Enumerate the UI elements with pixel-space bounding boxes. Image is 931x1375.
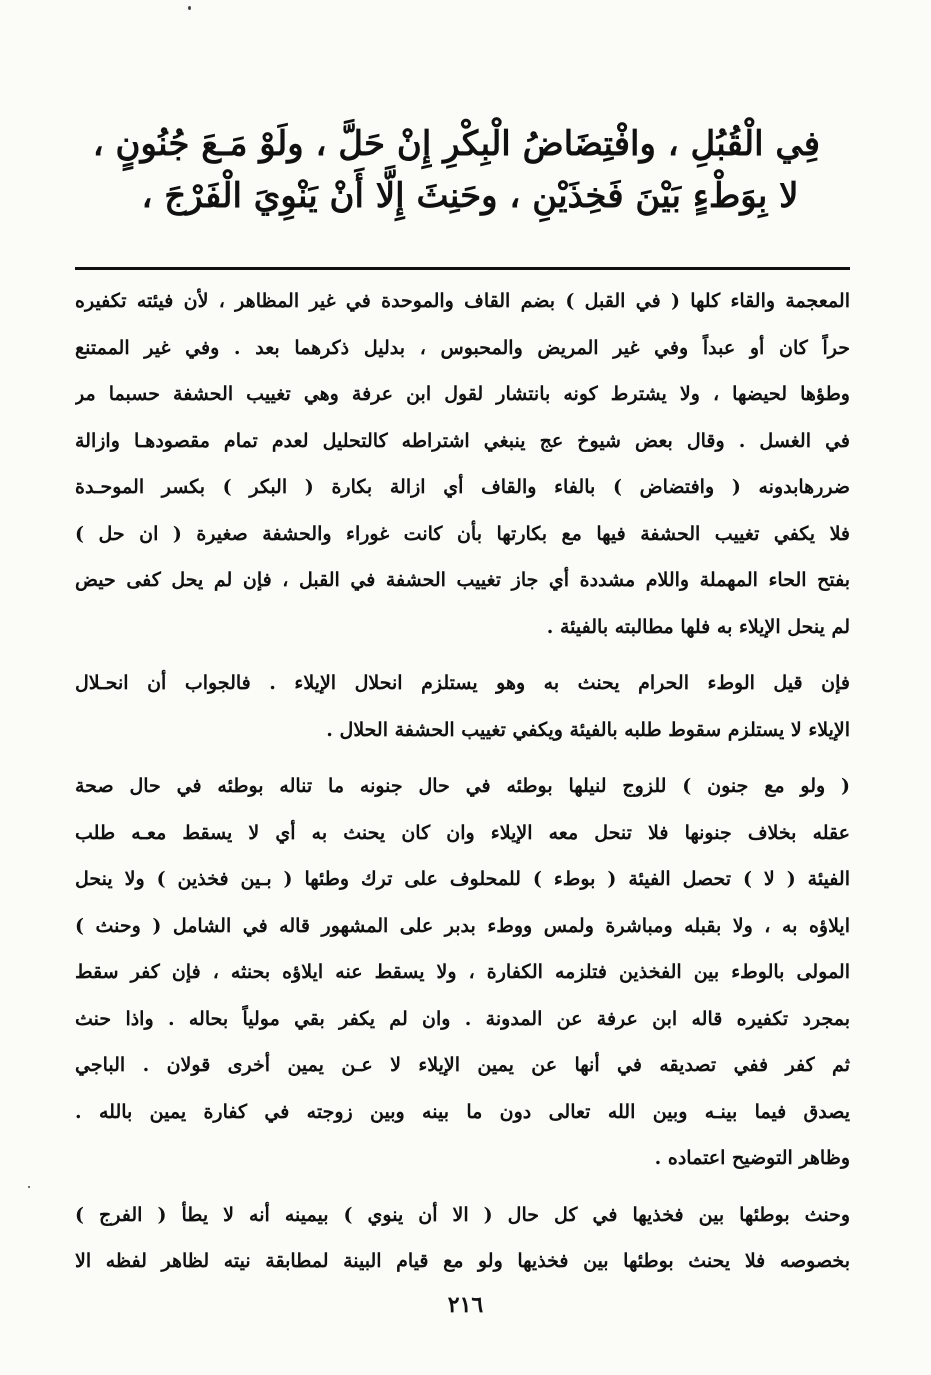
separator-rule bbox=[75, 267, 850, 270]
paragraph bbox=[75, 1192, 850, 1285]
text-line: وحنث بوطئها بين فخذيها في كل حال ( الا أن ينوي ) بيمينه أنه لا يطأ ( الفرج ) bbox=[75, 1203, 850, 1226]
text-line: يصدق فيما بينـه وبين الله تعالى دون ما بينه وبين زوجته في كفارة يمين بالله . bbox=[75, 1100, 850, 1123]
text-line: ( ولو مع جنون ) للزوج لنيلها بوطئه في حال جنونه ما تناله بوطئه في حال صحة bbox=[75, 775, 850, 797]
text-line: عقله بخلاف جنونها فلا تنحل معه الإيلاء وان كان يحنث به أي لا يسقط معـه طلب bbox=[75, 821, 850, 844]
text-line: الفيئة ( لا ) تحصل الفيئة ( بوطء ) للمحلوف على ترك وطئها ( بـين فخذين ) ولا ينحل bbox=[75, 868, 850, 890]
matn-line: فِي الْقُبُلِ ، وافْتِضَاضُ الْبِكْرِ إِنْ حَلَّ ، ولَوْ مَـعَ جُنُونٍ ، bbox=[92, 124, 820, 164]
text-line: بخصوصه فلا يحنث بوطئها بين فخذيها ولو مع قيام البينة لمطابقة نيته لظاهر لفظه الا bbox=[75, 1250, 850, 1272]
text-line: المولى بالوطء بين الفخذين فتلزمه الكفارة ، ولا يسقط عنه ايلاؤه بحنثه ، فإن كفر سقط bbox=[75, 961, 850, 983]
text-line: وظاهر التوضيح اعتماده . bbox=[654, 1147, 850, 1169]
paragraph bbox=[75, 278, 850, 650]
paragraph bbox=[75, 660, 850, 753]
page-number: ٢١٦ bbox=[447, 1292, 484, 1318]
text-line: حراً كان أو عبداً وفي غير المريض والمحبوس ، بدليل ذكرهما بعد . وفي غير الممتنع bbox=[75, 336, 850, 359]
text-line: المعجمة والقاء كلها ( في القبل ) بضم القاف والموحدة في غير المظاهر ، لأن فيئته تكفيره bbox=[75, 290, 850, 312]
text-line: الإيلاء لا يستلزم سقوط طلبه بالفيئة ويكفي تغييب الحشفة الحلال . bbox=[326, 718, 850, 741]
paragraph bbox=[75, 763, 850, 1182]
text-line: وطؤها لحيضها ، ولا يشترط كونه بانتشار لقول ابن عرفة وهي تغييب الحشفة حسبما مر bbox=[75, 383, 850, 405]
text-line: بمجرد تكفيره قاله ابن عرفة عن المدونة . وان لم يكفر بقي مولياً بحاله . واذا حنث bbox=[75, 1007, 850, 1030]
matn-text bbox=[92, 118, 820, 222]
text-line: ايلاؤه به ، ولا بقبله ومباشرة ولمس ووطء بدبر على المشهور قاله في الشامل ( وحنث ) bbox=[75, 914, 850, 937]
text-line: بفتح الحاء المهملة واللام مشددة أي جاز تغييب الحشفة في القبل ، فإن لم يحل كفى حيض bbox=[75, 569, 850, 591]
text-line: فلا يكفي تغييب الحشفة فيها مع بكارتها بأن كانت غوراء والحشفة صغيرة ( ان حل ) bbox=[75, 522, 850, 545]
text-line: ثم كفر ففي تصديقه في أنها عن يمين الإيلاء لا عـن يمين أخرى قولان . الباجي bbox=[75, 1054, 850, 1076]
text-line: في الغسل . وقال بعض شيوخ عج ينبغي اشتراطه كالتحليل لعدم تمام مقصودهـا وازالة bbox=[75, 429, 850, 452]
text-line: لم ينحل الإيلاء به فلها مطالبته بالفيئة . bbox=[546, 615, 850, 638]
matn-line: لا بِوَطْءٍ بَيْنَ فَخِذَيْنِ ، وحَنِثَ إِلَّا أَنْ يَنْوِيَ الْفَرْجَ ، bbox=[141, 176, 799, 216]
commentary-text bbox=[75, 278, 850, 1285]
text-line: فإن قيل الوطء الحرام يحنث به وهو يستلزم انحلال الإيلاء . فالجواب أن انحـلال bbox=[75, 672, 850, 694]
scan-speck bbox=[28, 1186, 30, 1188]
text-line: ضررهابدونه ( وافتضاض ) بالفاء والقاف أي ازالة بكارة ( البكر ) بكسر الموحـدة bbox=[75, 476, 850, 498]
scan-speck bbox=[188, 6, 191, 10]
